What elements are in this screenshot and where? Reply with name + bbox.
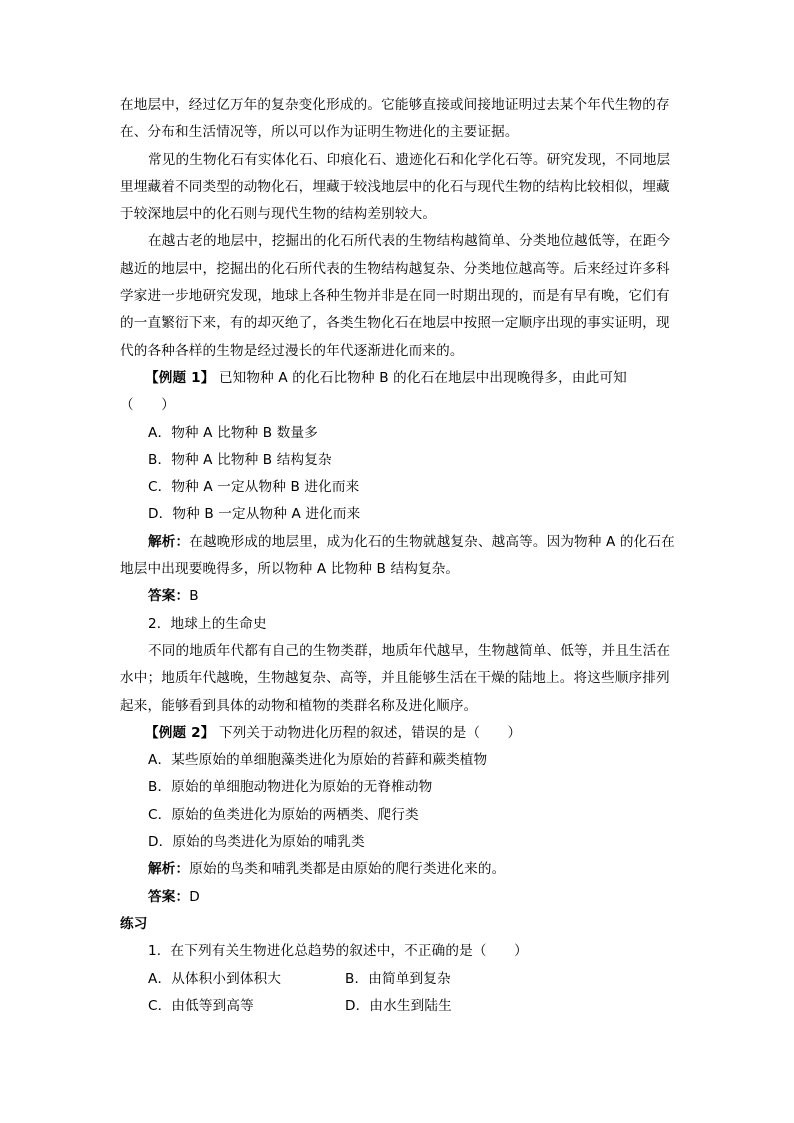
answer-label: 答案： (148, 588, 190, 605)
example-1-option-a: A．物种 A 比物种 B 数量多 (148, 424, 318, 441)
example-2-analysis (120, 856, 680, 883)
example-2-stem (120, 720, 680, 747)
paragraph-line: 水中；地质年代越晚，生物越复杂、高等，并且能够生活在干燥的陆地上。将这些顺序排列 (120, 670, 670, 687)
analysis-text: 原始的鸟类和哺乳类都是由原始的爬行类进化来的。 (189, 861, 506, 878)
section-heading: 2．地球上的生命史 (148, 615, 267, 632)
analysis-text: 在越晚形成的地层里，成为化石的生物就越复杂、越高等。因为物种 A 的化石在 (189, 533, 675, 550)
example-1-answer (120, 583, 680, 610)
practice-heading: 练习 (120, 915, 148, 932)
paragraph-line: 的一直繁衍下来，有的却灭绝了，各类生物化石在地层中按照一定顺序出现的事实证明，现 (120, 315, 670, 332)
example-1-stem-text: 已知物种 A 的化石比物种 B 的化石在地层中出现晚得多，由此可知 (214, 369, 627, 386)
paragraph-line: 常见的生物化石有实体化石、印痕化石、遗迹化石和化学化石等。研究发现，不同地层 (148, 151, 671, 168)
practice-q1-option-a: A．从体积小到体积大 (148, 970, 282, 987)
example-2-answer (120, 884, 680, 911)
example-1-stem-parens: （ ） (120, 397, 175, 414)
example-2-option-a: A．某些原始的单细胞藻类进化为原始的苔藓和蕨类植物 (148, 752, 488, 769)
paragraph-line: 起来，能够看到具体的动物和植物的类群名称及进化顺序。 (120, 697, 478, 714)
example-1-option-b: B．物种 A 比物种 B 结构复杂 (148, 451, 332, 468)
example-1-stem (120, 365, 680, 392)
practice-q1-options-row-2 (120, 993, 680, 1020)
example-1-analysis (120, 529, 680, 556)
answer-value: D (189, 888, 200, 905)
analysis-label: 解析： (148, 861, 190, 878)
paragraph-line: 在、分布和生活情况等，所以可以作为证明生物进化的主要证据。 (120, 124, 519, 141)
example-2-stem-text: 下列关于动物进化历程的叙述，错误的是（ ） (214, 724, 522, 741)
example-1-option-d: D．物种 B 一定从物种 A 进化而来 (148, 506, 361, 523)
practice-q1-option-c: C．由低等到高等 (148, 997, 254, 1014)
practice-q1-option-d: D．由水生到陆生 (345, 997, 452, 1014)
practice-q1-stem: 1．在下列有关生物进化总趋势的叙述中，不正确的是（ ） (148, 943, 528, 960)
example-1-analysis-cont: 地层中出现要晚得多，所以物种 A 比物种 B 结构复杂。 (120, 561, 460, 578)
practice-q1-option-b: B．由简单到复杂 (345, 970, 451, 987)
example-2-label: 【例题 2】 (145, 724, 215, 741)
paragraph-line: 不同的地质年代都有自己的生物类群，地质年代越早，生物越简单、低等，并且生活在 (148, 642, 671, 659)
paragraph-line: 学家进一步地研究发现，地球上各种生物并非是在同一时期出现的，而是有早有晚，它们有 (120, 288, 670, 305)
example-2-option-c: C．原始的鱼类进化为原始的两栖类、爬行类 (148, 806, 419, 823)
document-page (120, 92, 680, 1020)
example-2-option-d: D．原始的鸟类进化为原始的哺乳类 (148, 834, 365, 851)
paragraph-line: 代的各种各样的生物是经过漫长的年代逐渐进化而来的。 (120, 342, 464, 359)
practice-q1-options-row-1 (120, 966, 680, 993)
paragraph-line: 在地层中，经过亿万年的复杂变化形成的。它能够直接或间接地证明过去某个年代生物的存 (120, 97, 670, 113)
answer-label: 答案： (148, 888, 190, 905)
paragraph-line: 在越古老的地层中，挖掘出的化石所代表的生物结构越简单、分类地位越低等，在距今 (148, 233, 671, 250)
analysis-label: 解析： (148, 533, 190, 550)
example-1-label: 【例题 1】 (145, 369, 215, 386)
answer-value: B (189, 588, 199, 605)
paragraph-line: 越近的地层中，挖掘出的化石所代表的生物结构越复杂、分类地位越高等。后来经过许多科 (120, 260, 670, 277)
paragraph-line: 里埋藏着不同类型的动物化石，埋藏于较浅地层中的化石与现代生物的结构比较相似，埋藏 (120, 178, 670, 195)
example-1-option-c: C．物种 A 一定从物种 B 进化而来 (148, 479, 360, 496)
example-2-option-b: B．原始的单细胞动物进化为原始的无脊椎动物 (148, 779, 433, 796)
paragraph-line: 于较深地层中的化石则与现代生物的结构差别较大。 (120, 206, 437, 223)
